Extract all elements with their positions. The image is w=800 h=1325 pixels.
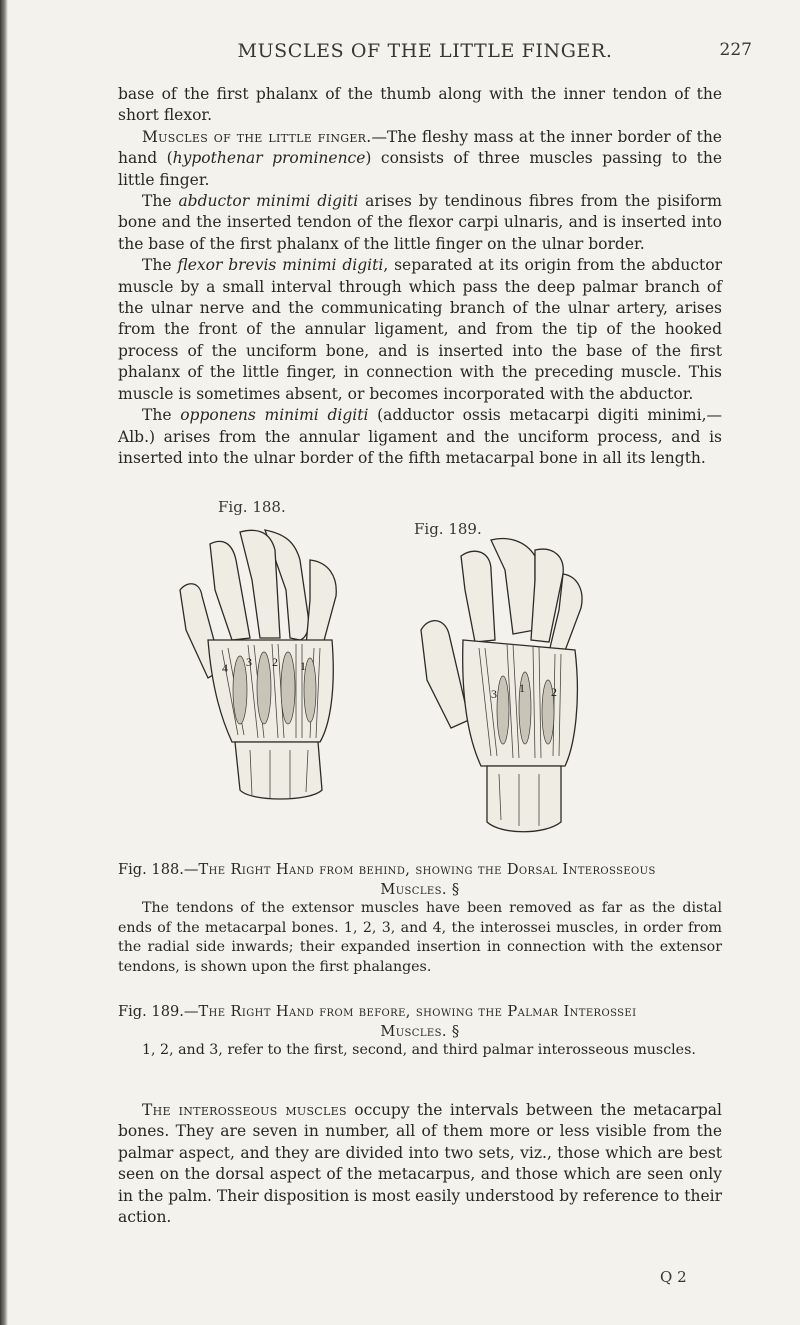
- abductor-term: abductor minimi digiti: [178, 192, 359, 211]
- intro-paragraph: base of the first phalanx of the thumb along with the inner tendon of the short flexor.: [118, 85, 722, 125]
- finger-little: [306, 560, 336, 648]
- wrist: [235, 742, 322, 799]
- finger-index: [210, 541, 250, 640]
- interosseous-paragraph: The interosseous muscles occupy the intervals between the metacarpal bones. They are seven in number, all of them more or less visible from the palmar aspect, and they are divided into two sets, viz., those which are best seen on the dorsal aspect of the metacarpus, and those which are seen only in the palm. Their disposition is most easily understood by reference to their action.: [118, 1101, 722, 1227]
- fig-189-illustration: [395, 530, 625, 840]
- opponens-term: opponens minimi digiti: [180, 406, 369, 425]
- fig-188-label: Fig. 188.: [218, 498, 286, 516]
- opponens-paragraph: The opponens minimi digiti (adductor ossis metacarpi digiti minimi,—Alb.) arises from the annular ligament and the unciform process, and is inserted into the ulnar border of the fifth metacarpal bone in all its length.: [118, 406, 722, 467]
- fig189-digit: 2: [551, 685, 557, 699]
- caption-189-subtitle: Muscles. §: [380, 1022, 460, 1040]
- flexor-paragraph: The flexor brevis minimi digiti, separated at its origin from the abductor muscle by a small interval through which pass the deep palmar branch of the ulnar nerve and the communicating branch of the ulnar artery, arises from the front of the annular ligament, and from the tip of the hooked process of the unciform bone, and is inserted into the base of the first phalanx of the little finger, in connection with the preceding muscle. This muscle is sometimes absent, or becomes incorporated with the abductor.: [118, 256, 722, 403]
- caption-fig-189: [118, 1002, 722, 1061]
- signature-mark: Q 2: [660, 1268, 687, 1286]
- finger-middle: [491, 539, 535, 634]
- abductor-paragraph: The abductor minimi digiti arises by tendinous fibres from the pisiform bone and the inserted tendon of the flexor carpi ulnaris, and is inserted into the base of the first phalanx of the little finger on the ulnar border.: [118, 192, 722, 253]
- interosseous-lead: The interosseous muscles: [142, 1101, 347, 1119]
- caption-fig-188: [118, 860, 722, 977]
- thumb: [421, 621, 469, 728]
- fig-189-label: Fig. 189.: [414, 520, 482, 538]
- fig-188-illustration: [160, 520, 390, 820]
- binding-edge: [0, 0, 8, 1325]
- section-paragraph: Muscles of the little finger.—The fleshy mass at the inner border of the hand (hypothenar prominence) consists of three muscles passing to the little finger.: [118, 127, 722, 189]
- running-head: [90, 40, 760, 68]
- fig189-digit: 1: [519, 681, 525, 695]
- fig188-digit: 1: [300, 659, 306, 673]
- caption-189-title: Fig. 189.—The Right Hand from before, showing the Palmar Interossei: [118, 1003, 637, 1020]
- body-text-top: [118, 84, 722, 469]
- flexor-term: flexor brevis minimi digiti: [177, 256, 384, 275]
- page-number: 227: [719, 40, 752, 60]
- caption-189-body: 1, 2, and 3, refer to the first, second, and third palmar interosseous muscles.: [142, 1042, 696, 1058]
- section-lead: Muscles of the little finger.: [142, 127, 372, 146]
- fig189-digit: 3: [491, 687, 497, 701]
- fig188-digit: 4: [222, 661, 228, 675]
- body-text-bottom: [118, 1100, 722, 1228]
- caption-188-subtitle: Muscles. §: [380, 880, 460, 898]
- fig188-digit: 3: [246, 655, 252, 669]
- caption-188-body: The tendons of the extensor muscles have been removed as far as the distal ends of the metacarpal bones. 1, 2, 3, and 4, the interossei muscles, in order from the radial side inwards; their expanded insertion in connection with the extensor tendons, is shown upon the first phalanges.: [118, 900, 722, 975]
- running-title: MUSCLES OF THE LITTLE FINGER.: [237, 40, 613, 62]
- finger-index: [461, 551, 495, 642]
- caption-188-title: Fig. 188.—The Right Hand from behind, showing the Dorsal Interosseous: [118, 861, 656, 878]
- fig188-digit: 2: [272, 655, 278, 669]
- wrist: [487, 766, 561, 832]
